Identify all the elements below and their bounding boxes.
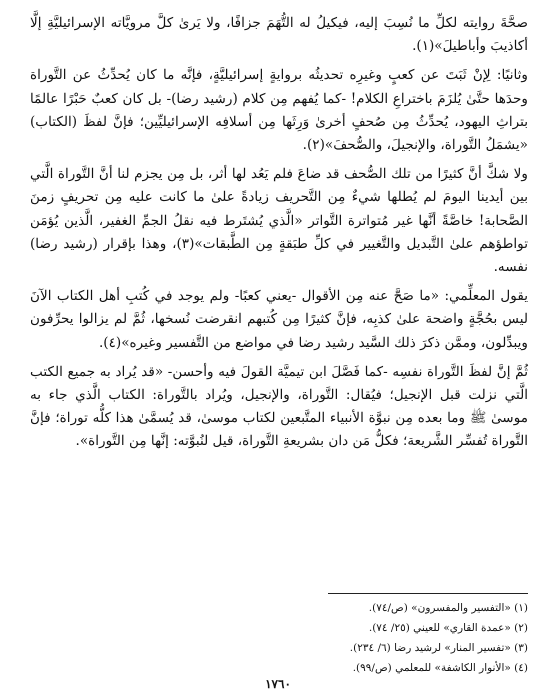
paragraph-4: يقول المعلِّمي: «ما صَحَّ عنه مِن الأقوال -يعني كعبًا- ولم يوجد في كُتبِ أهل الكتاب الآنَ ليس بحُجَّةٍ واضحة علىٰ كذبِه، فإنَّ كثيرًا مِن كُتبهم انقرضت نُسخها، ثُمَّ لم يزالوا يحرِّفون ويبدِّلون، وممَّن ذكرَ ذلك السَّيد رشيد رضا في مواضع من التَّفسير وغيره»(٤). bbox=[30, 288, 528, 351]
footnotes bbox=[30, 598, 528, 678]
footnote-divider bbox=[328, 593, 528, 594]
body-text bbox=[30, 12, 528, 460]
page-number: ١٧٦٠ bbox=[265, 677, 291, 691]
paragraph-1: صحَّةَ روايته لكلِّ ما نُسِبَ إليه، فيكيلُ له التُّهَمَ جزافًا، ولا يَرىٰ كلَّ مرويَّاته الإسرائيليَّةِ إلَّا أكاذيبَ وأباطيلَ»(١). bbox=[30, 15, 528, 55]
paragraph-2: وثانيًا: لِإنْ ثَبَتَ عن كعبٍ وغيرِه تحديثُه بروايةٍ إسرائيليَّةٍ، فإنَّه ما كان يُحدِّثُ عن التَّوراة وحدَها حتَّىٰ يُلزَمَ باختراعِ الكلام! -كما يُفهم مِن كلام (رشيد رضا)- بل كان كعبٌ حَبْرًا عالمًا بتراثِ اليهود، يُحدِّثُ مِن صُحفٍ أخرىٰ وَرِثَها مِن أسلافِه الإسرائيليِّين؛ فإنَّ لفظَ (الكتاب) «يشمَلُ التَّوراة، والإنجيلَ، والصُّحفَ»(٢). bbox=[30, 67, 528, 154]
paragraph-5: ثُمَّ إنَّ لفظَ التَّوراة نفسِه -كما فَصَّلَ ابن تيميَّة القولَ فيه وأحسن- «قد يُراد به جميع الكتب الَّتي نزلت قبل الإنجيل؛ فيُقال: التَّوراة، والإنجيل، ويُراد بالتَّوراة: الكتاب الَّذي جاء به موسىٰ ﷺ وما بعده مِن نبوَّة الأنبياء المتَّبعين لكتاب موسىٰ، قد يُسمَّىٰ هذا كلُّه توراة؛ فإنَّ التَّوراة تُفسِّر الشَّريعة؛ فكلُّ مَن دان بشريعةِ التَّوراة، قيل لنُبوَّته: إنَّها مِن التَّوراة». bbox=[30, 363, 528, 450]
footnote-3: (٣) «تفسير المنار» لرشيد رضا (٦/ ٢٣٤). bbox=[349, 642, 528, 654]
paragraph-3: ولا شكَّ أنَّ كثيرًا من تلك الصُّحف قد ضاعَ فلم يَعُد لها أثر، بل مِن يجزم لنا أنَّ التَّوراة الَّتي بين أيدينا اليومَ لم يُطلها شيءٌ مِن التَّحريف زيادةً علىٰ ما كانت عليه مِن تحريفٍ زمنَ الصَّحابة! خاصَّةً أنَّها غير مُتواترة التَّواتر «الَّذي يُشتَرط فيه نقلُ الجمِّ الغفير، الَّذين يُؤمَن تواطؤهم علىٰ التَّبديل والتَّغيير في كلِّ طبَقةٍ مِن الطَّبقات»(٣)، وهذا بإقرار (رشيد رضا) نفسه. bbox=[30, 166, 528, 276]
footnote-1: (١) «التفسير والمفسرون» (ص/٧٤). bbox=[368, 602, 528, 614]
footnote-4: (٤) «الأنوار الكاشفة» للمعلمي (ص/٩٩). bbox=[352, 662, 528, 674]
footnote-2: (٢) «عمدة القاري» للعيني (٢٥/ ٧٤). bbox=[368, 622, 528, 634]
